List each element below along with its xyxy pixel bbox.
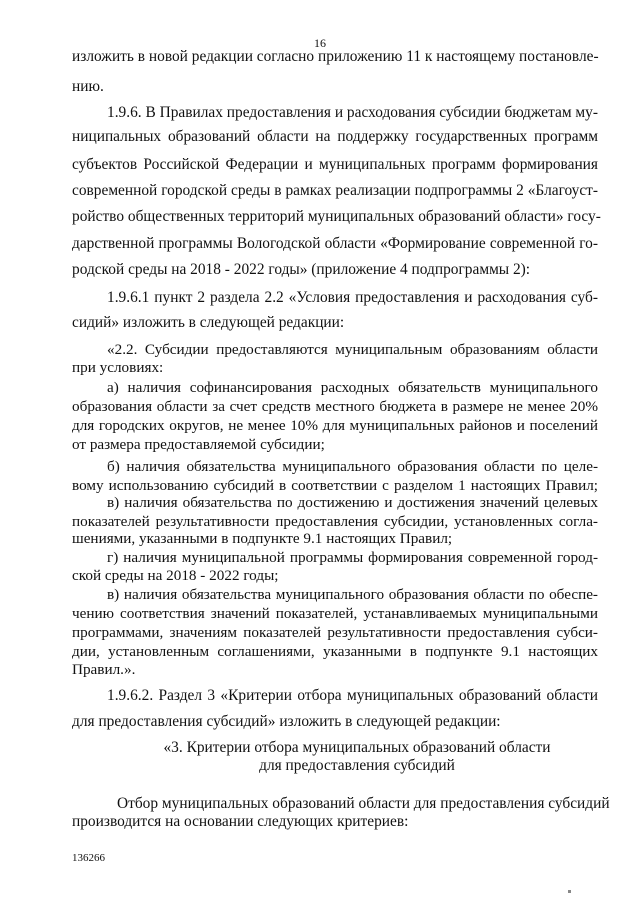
text-line: г) наличия муниципальной программы формирования современной город- bbox=[107, 549, 598, 566]
text-line: нию. bbox=[72, 78, 104, 95]
section-heading: «3. Критерии отбора муниципальных образований области bbox=[163, 739, 551, 756]
text-line: Правил.». bbox=[72, 661, 136, 678]
text-line: показателей результативности предоставления субсидии, установленных согла- bbox=[72, 513, 598, 530]
text-line: производится на основании следующих критериев: bbox=[72, 813, 409, 830]
text-line: в) наличия обязательства муниципального образования области по обеспе- bbox=[107, 586, 598, 603]
text-line: а) наличия софинансирования расходных обязательств муниципального bbox=[107, 379, 598, 396]
text-line: б) наличия обязательства муниципального образования области по целе- bbox=[107, 458, 598, 475]
text-line: в) наличия обязательства по достижению и достижения значений целевых bbox=[107, 494, 598, 511]
text-line: для предоставления субсидий» изложить в следующей редакции: bbox=[72, 713, 501, 730]
text-line: Отбор муниципальных образований области для предоставления субсидий bbox=[117, 795, 610, 812]
text-line: изложить в новой редакции согласно приложению 11 к настоящему постановле- bbox=[72, 48, 599, 65]
section-heading: для предоставления субсидий bbox=[259, 757, 455, 774]
text-line: ниципальных образований области на поддержку государственных программ bbox=[72, 128, 598, 145]
text-line: родской среды на 2018 - 2022 годы» (приложение 4 подпрограммы 2): bbox=[72, 261, 531, 278]
scan-mark bbox=[568, 890, 571, 893]
text-line: дии, установленным соглашениями, указанными в подпункте 9.1 настоящих bbox=[72, 643, 598, 660]
text-line: «2.2. Субсидии предоставляются муниципальным образованиям области bbox=[107, 341, 598, 358]
text-line: ской среды на 2018 - 2022 годы; bbox=[72, 567, 279, 584]
text-line: при условиях: bbox=[72, 359, 164, 376]
text-line: шениями, указанными в подпункте 9.1 настоящих Правил; bbox=[72, 530, 453, 547]
text-line: ройство общественных территорий муниципальных образований области» госу- bbox=[72, 208, 601, 225]
text-line: 1.9.6.1 пункт 2 раздела 2.2 «Условия предоставления и расходования суб- bbox=[107, 289, 598, 306]
text-line: 1.9.6. В Правилах предоставления и расходования субсидии бюджетам му- bbox=[107, 104, 598, 121]
text-line: программами, значениям показателей результативности предоставления субси- bbox=[72, 624, 598, 641]
text-line: субъектов Российской Федерации и муниципальных программ формирования bbox=[72, 156, 598, 173]
text-line: 1.9.6.2. Раздел 3 «Критерии отбора муниципальных образований области bbox=[107, 687, 598, 704]
text-line: образования области за счет средств местного бюджета в размере не менее 20% bbox=[72, 398, 598, 415]
document-code: 136266 bbox=[72, 852, 105, 864]
text-line: чению соответствия значений показателей, устанавливаемых муниципальными bbox=[72, 605, 598, 622]
text-line: дарственной программы Вологодской области «Формирование современной го- bbox=[72, 235, 598, 252]
text-line: вому использованию субсидий в соответствии с разделом 1 настоящих Правил; bbox=[72, 477, 598, 494]
text-line: для городских округов, не менее 10% для муниципальных районов и поселений bbox=[72, 417, 598, 434]
text-line: сидий» изложить в следующей редакции: bbox=[72, 314, 345, 331]
text-line: современной городской среды в рамках реализации подпрограммы 2 «Благоуст- bbox=[72, 182, 598, 199]
page-number: 16 bbox=[314, 36, 326, 50]
text-line: от размера предоставляемой субсидии; bbox=[72, 436, 325, 453]
